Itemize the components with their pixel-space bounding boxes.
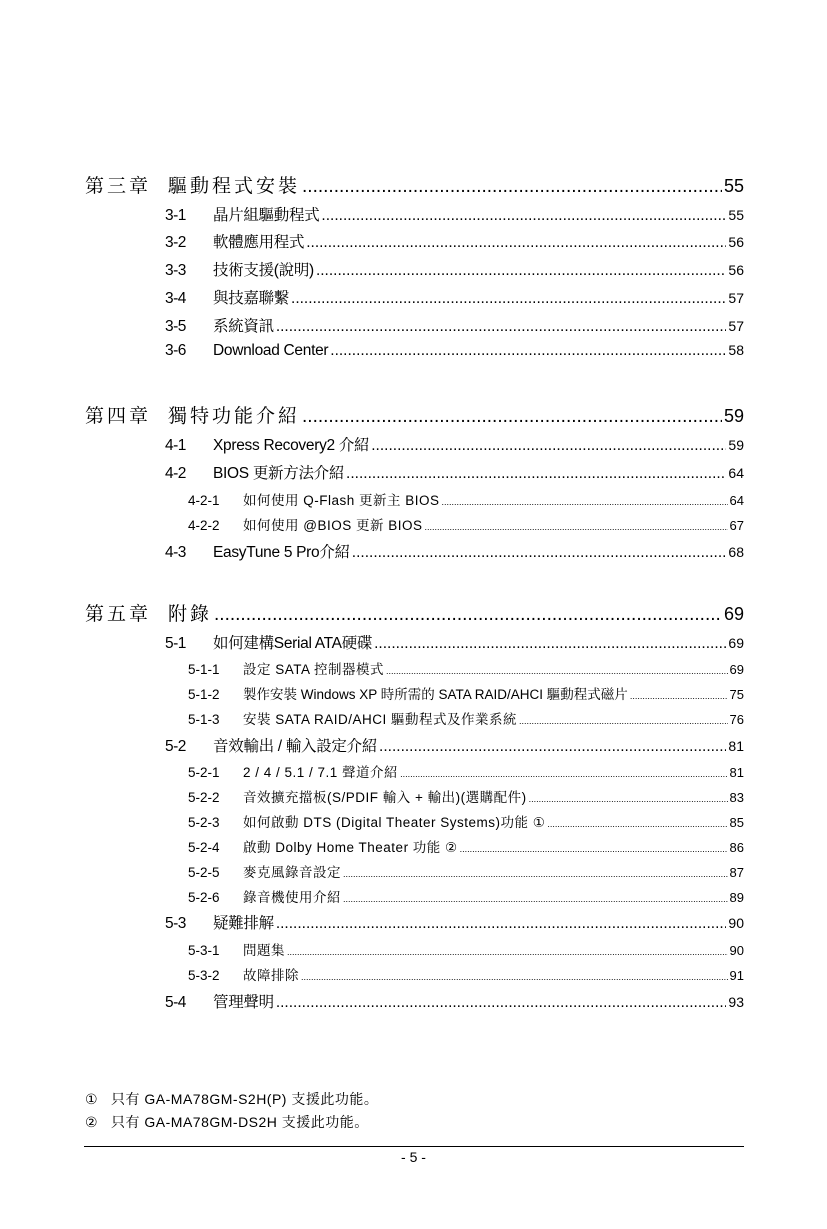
toc-entry-5-2-3[interactable]: [188, 811, 744, 831]
dot-leader: [386, 666, 728, 676]
page-ref: 90: [728, 915, 744, 931]
dot-leader: [346, 465, 726, 483]
page-ref: 64: [728, 465, 744, 481]
section-title: 晶片組驅動程式: [213, 207, 320, 224]
page-ref: 68: [728, 544, 744, 560]
footnote-text: 只有 GA-MA78GM-S2H(P) 支援此功能。: [111, 1091, 379, 1107]
page-ref: 56: [728, 262, 744, 278]
dot-leader: [352, 544, 727, 562]
section-title: BIOS 更新方法介紹: [213, 465, 345, 482]
toc-entry-3-4[interactable]: [165, 286, 744, 308]
section-number: 3-4: [165, 290, 186, 307]
page-ref: 85: [729, 815, 744, 830]
dot-leader: [424, 522, 727, 532]
section-number: 5-1-1: [188, 662, 220, 677]
section-number: 5-1-2: [188, 687, 220, 702]
section-title: 軟體應用程式: [213, 234, 305, 251]
section-number: 5-1-3: [188, 712, 220, 727]
footnote-mark: ②: [85, 1114, 99, 1130]
page-ref: 55: [728, 207, 744, 223]
footnote-mark: ①: [85, 1091, 99, 1107]
section-title: 問題集: [243, 943, 285, 958]
toc-entry-5-2[interactable]: [165, 734, 744, 756]
section-title: 如何使用 Q-Flash 更新主 BIOS: [243, 493, 440, 508]
section-number: 5-4: [165, 994, 186, 1011]
section-number: 5-3-1: [188, 943, 220, 958]
section-number: 3-5: [165, 318, 186, 335]
toc-chapter-4[interactable]: [85, 401, 744, 428]
section-number: 4-3: [165, 544, 186, 561]
toc-entry-5-4[interactable]: [165, 990, 744, 1012]
dot-leader: [301, 972, 728, 982]
chapter-number: 第三章: [85, 175, 152, 197]
page-ref: 89: [729, 890, 744, 905]
page-ref: 56: [728, 234, 744, 250]
section-title: 錄音機使用介紹: [243, 890, 341, 905]
dot-leader: [400, 769, 727, 779]
section-title: 如何建構Serial ATA硬碟: [213, 635, 373, 652]
section-number: 5-2-1: [188, 765, 220, 780]
section-title: 故障排除: [243, 968, 299, 983]
dot-leader: [519, 716, 728, 726]
section-title: 啟動 Dolby Home Theater 功能 ②: [243, 840, 458, 855]
section-title: 如何啟動 DTS (Digital Theater Systems)功能 ①: [243, 815, 546, 830]
section-title: 系統資訊: [213, 318, 274, 335]
dot-leader: [302, 406, 722, 428]
section-number: 5-1: [165, 635, 186, 652]
toc-entry-3-3[interactable]: [165, 258, 744, 280]
section-number: 5-2-3: [188, 815, 220, 830]
section-title: Download Center: [213, 342, 329, 359]
dot-leader: [343, 869, 728, 879]
chapter-title: 驅動程式安裝: [168, 175, 301, 197]
dot-leader: [529, 794, 728, 804]
section-title: 與技嘉聯繫: [213, 290, 290, 307]
section-title: 安裝 SATA RAID/AHCI 驅動程式及作業系統: [243, 712, 518, 727]
dot-leader: [276, 994, 727, 1012]
section-number: 4-2-1: [188, 493, 220, 508]
dot-leader: [276, 318, 727, 336]
section-title: 2 / 4 / 5.1 / 7.1 聲道介紹: [243, 765, 399, 780]
toc-entry-5-1-3[interactable]: [188, 708, 744, 728]
toc-entry-5-1[interactable]: [165, 631, 744, 653]
dot-leader: [343, 894, 728, 904]
page-ref: 83: [729, 790, 744, 805]
dot-leader: [321, 207, 726, 225]
section-title: EasyTune 5 Pro介紹: [213, 544, 350, 561]
page-ref: 69: [729, 662, 744, 677]
section-title: 疑難排解: [213, 915, 274, 932]
page-ref: 87: [729, 865, 744, 880]
dot-leader: [287, 947, 728, 957]
chapter-title: 附錄: [168, 603, 213, 625]
toc-entry-3-5[interactable]: [165, 314, 744, 336]
page-ref: 59: [728, 437, 744, 453]
toc-entry-4-2[interactable]: [165, 461, 744, 483]
dot-leader: [460, 844, 728, 854]
section-title: 技術支援(說明): [213, 262, 314, 279]
section-number: 4-2-2: [188, 518, 220, 533]
page-ref: 81: [729, 765, 744, 780]
section-number: 5-2-2: [188, 790, 220, 805]
footnote-2: [85, 1112, 369, 1132]
dot-leader: [291, 290, 726, 308]
page-ref: 67: [729, 518, 744, 533]
page-ref: 57: [728, 290, 744, 306]
page-ref: 90: [729, 943, 744, 958]
section-title: Xpress Recovery2 介紹: [213, 437, 370, 454]
toc-entry-5-3[interactable]: [165, 911, 744, 933]
dot-leader: [302, 176, 722, 198]
section-number: 5-2-4: [188, 840, 220, 855]
section-number: 5-2: [165, 738, 186, 755]
toc-entry-5-2-6[interactable]: [188, 886, 744, 906]
section-number: 4-2: [165, 465, 186, 482]
toc-entry-4-3[interactable]: [165, 540, 744, 562]
page-ref: 86: [729, 840, 744, 855]
section-number: 3-6: [165, 342, 186, 359]
page-ref: 91: [729, 968, 744, 983]
page-ref: 59: [723, 406, 744, 426]
dot-leader: [276, 915, 727, 933]
dot-leader: [214, 604, 722, 626]
page-ref: 69: [723, 604, 744, 624]
section-title: 設定 SATA 控制器模式: [243, 662, 385, 677]
dot-leader: [442, 497, 728, 507]
section-number: 4-1: [165, 437, 186, 454]
page-ref: 75: [729, 687, 744, 702]
footnote-text: 只有 GA-MA78GM-DS2H 支援此功能。: [111, 1114, 369, 1130]
section-title: 如何使用 @BIOS 更新 BIOS: [243, 518, 423, 533]
section-title: 管理聲明: [213, 994, 274, 1011]
toc-entry-5-2-1[interactable]: [188, 761, 744, 781]
section-title: 音效輸出 / 輸入設定介紹: [213, 738, 378, 755]
toc-chapter-3[interactable]: [85, 171, 744, 198]
section-title: 音效擴充擋板(S/PDIF 輸入 + 輸出)(選購配件): [243, 790, 527, 805]
chapter-number: 第五章: [85, 603, 152, 625]
toc-entry-4-1[interactable]: [165, 433, 744, 455]
dot-leader: [547, 819, 727, 829]
chapter-number: 第四章: [85, 405, 152, 427]
dot-leader: [379, 738, 726, 756]
toc-entry-4-2-1[interactable]: [188, 489, 744, 509]
dot-leader: [371, 437, 726, 455]
chapter-title: 獨特功能介紹: [168, 405, 301, 427]
page-ref: 64: [729, 493, 744, 508]
page-ref: 93: [728, 994, 744, 1010]
page-number: - 5 -: [401, 1149, 426, 1165]
dot-leader: [330, 342, 726, 360]
toc-entry-5-2-5[interactable]: [188, 861, 744, 881]
section-title: 製作安裝 Windows XP 時所需的 SATA RAID/AHCI 驅動程式磁片: [243, 687, 628, 702]
page-ref: 76: [729, 712, 744, 727]
dot-leader: [306, 234, 726, 252]
toc-entry-4-2-2[interactable]: [188, 514, 744, 534]
toc-entry-5-3-2[interactable]: [188, 964, 744, 984]
section-number: 3-3: [165, 262, 186, 279]
dot-leader: [630, 691, 728, 701]
page-ref: 58: [728, 342, 744, 358]
page-ref: 81: [728, 738, 744, 754]
toc-entry-3-1[interactable]: [165, 203, 744, 225]
section-number: 5-2-5: [188, 865, 220, 880]
dot-leader: [374, 635, 726, 653]
section-number: 5-3-2: [188, 968, 220, 983]
section-number: 5-3: [165, 915, 186, 932]
dot-leader: [316, 262, 726, 280]
toc-entry-5-2-4[interactable]: [188, 836, 744, 856]
footer-rule: [84, 1146, 744, 1147]
section-number: 5-2-6: [188, 890, 220, 905]
toc-chapter-5[interactable]: [85, 599, 744, 626]
toc-entry-5-3-1[interactable]: [188, 939, 744, 959]
page-ref: 55: [723, 176, 744, 196]
section-number: 3-2: [165, 234, 186, 251]
section-title: 麥克風錄音設定: [243, 865, 341, 880]
footnote-1: [85, 1089, 378, 1109]
toc-entry-5-2-2[interactable]: [188, 786, 744, 806]
page-ref: 69: [728, 635, 744, 651]
toc-entry-5-1-1[interactable]: [188, 658, 744, 678]
toc-entry-5-1-2[interactable]: [188, 683, 744, 703]
toc-entry-3-2[interactable]: [165, 230, 744, 252]
section-number: 3-1: [165, 207, 186, 224]
page-ref: 57: [728, 318, 744, 334]
toc-entry-3-6[interactable]: [165, 342, 744, 360]
